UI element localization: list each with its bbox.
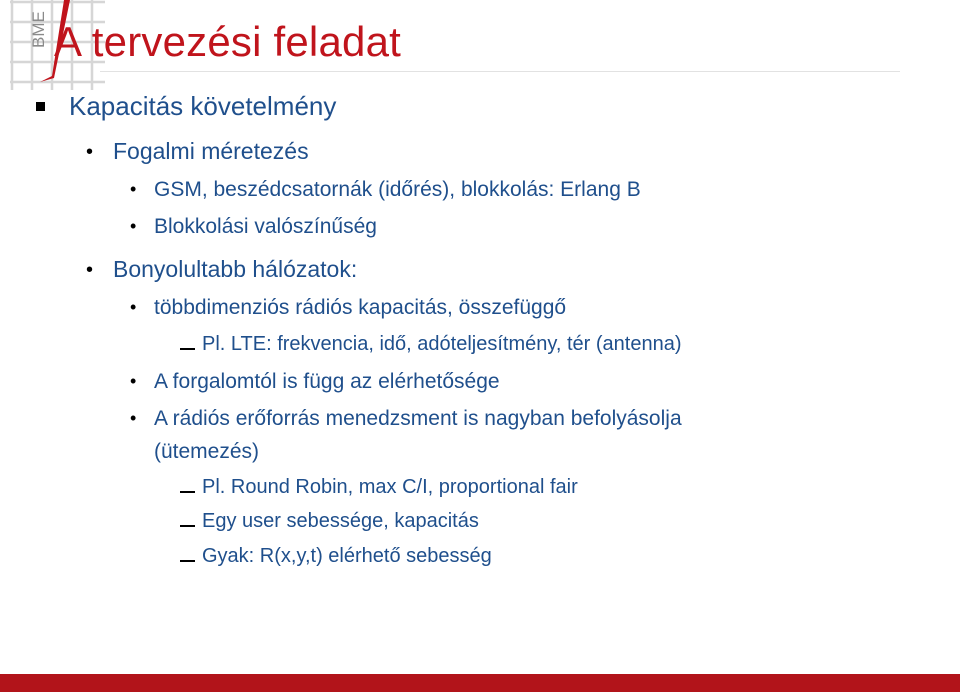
- page-title: A tervezési feladat: [54, 18, 401, 65]
- square-bullet-icon: [36, 102, 45, 111]
- bullet-icon: •: [86, 141, 94, 163]
- dash-bullet-icon: [180, 491, 195, 493]
- logo-text: BME: [29, 11, 48, 48]
- dash-bullet-icon: [180, 560, 195, 562]
- bullet-icon: •: [130, 179, 137, 199]
- bullet-icon: •: [130, 297, 137, 317]
- bullet-icon: •: [86, 259, 94, 281]
- bullet-icon: •: [130, 371, 137, 391]
- dash-bullet-icon: [180, 525, 195, 527]
- dash-bullet-icon: [180, 348, 195, 350]
- bullet-rrm-continuation: (ütemezés): [154, 440, 260, 463]
- footer-bar: [0, 674, 960, 692]
- bullet-icon: •: [130, 216, 137, 236]
- title-divider: [100, 71, 900, 72]
- bullet-icon: •: [130, 408, 137, 428]
